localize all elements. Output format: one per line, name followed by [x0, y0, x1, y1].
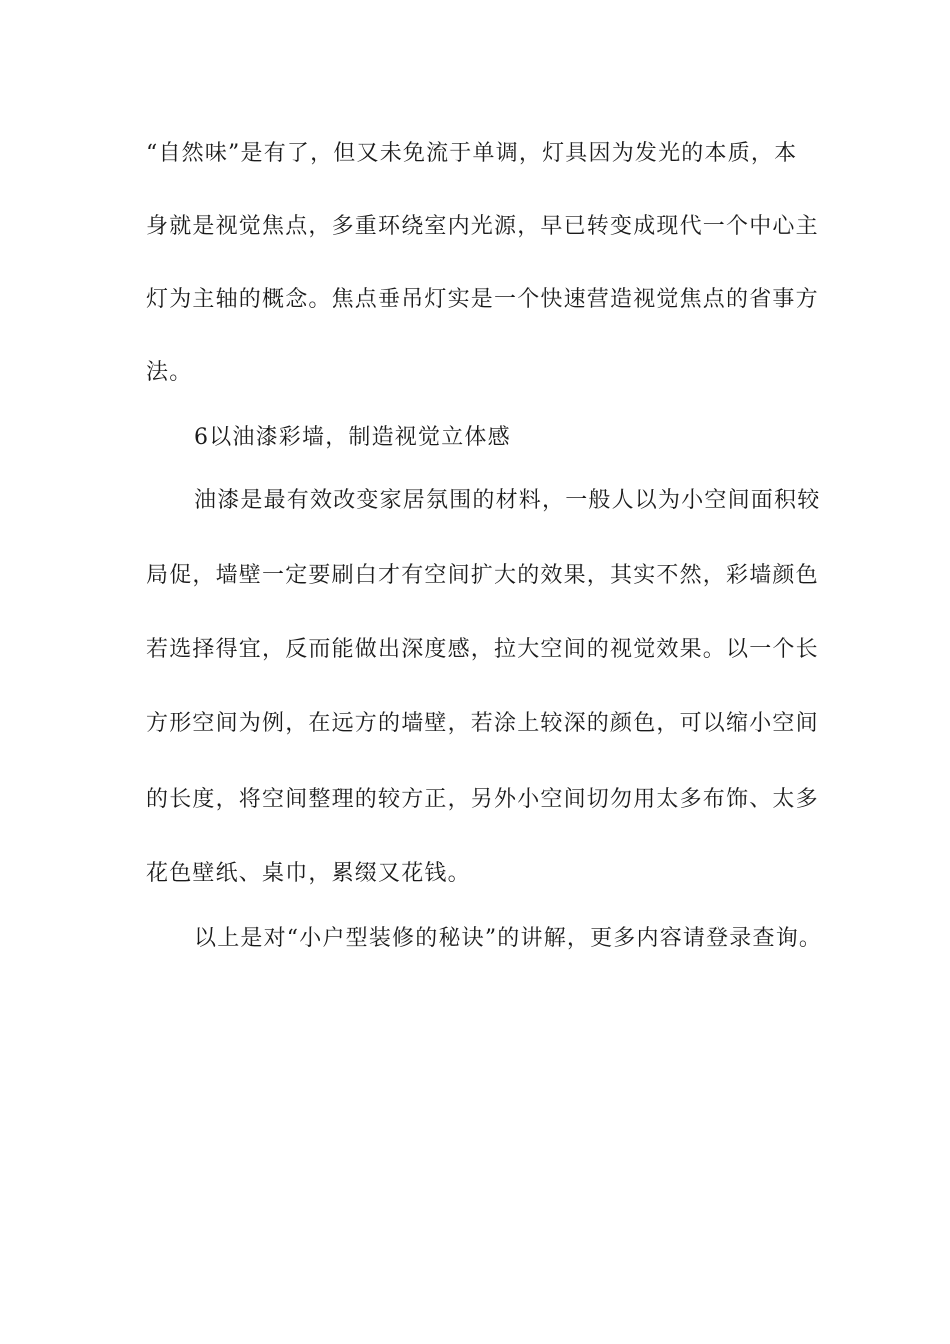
paragraph-2-line-3: 若选择得宜，反而能做出深度感，拉大空间的视觉效果。以一个长 [146, 637, 819, 662]
paragraph-1-line-2: 身就是视觉焦点，多重环绕室内光源，早已转变成现代一个中心主 [146, 214, 819, 239]
paragraph-2-line-4: 方形空间为例，在远方的墙壁，若涂上较深的颜色，可以缩小空间 [146, 711, 819, 736]
paragraph-2-line-1: 油漆是最有效改变家居氛围的材料，一般人以为小空间面积较 [194, 488, 821, 513]
paragraph-1-line-3: 灯为主轴的概念。焦点垂吊灯实是一个快速营造视觉焦点的省事方 [146, 287, 819, 312]
paragraph-2-line-6: 花色壁纸、桌巾，累缀又花钱。 [146, 861, 471, 886]
paragraph-1-line-1: “自然味”是有了，但又未免流于单调，灯具因为发光的本质，本 [146, 141, 798, 166]
paragraph-2-line-2: 局促，墙壁一定要刷白才有空间扩大的效果，其实不然，彩墙颜色 [146, 563, 819, 588]
paragraph-2-line-5: 的长度，将空间整理的较方正，另外小空间切勿用太多布饰、太多 [146, 787, 819, 812]
paragraph-1-line-4: 法。 [146, 360, 193, 385]
closing-line: 以上是对“小户型装修的秘诀”的讲解，更多内容请登录查询。 [194, 926, 823, 951]
section-heading: 6以油漆彩墙，制造视觉立体感 [194, 425, 511, 450]
